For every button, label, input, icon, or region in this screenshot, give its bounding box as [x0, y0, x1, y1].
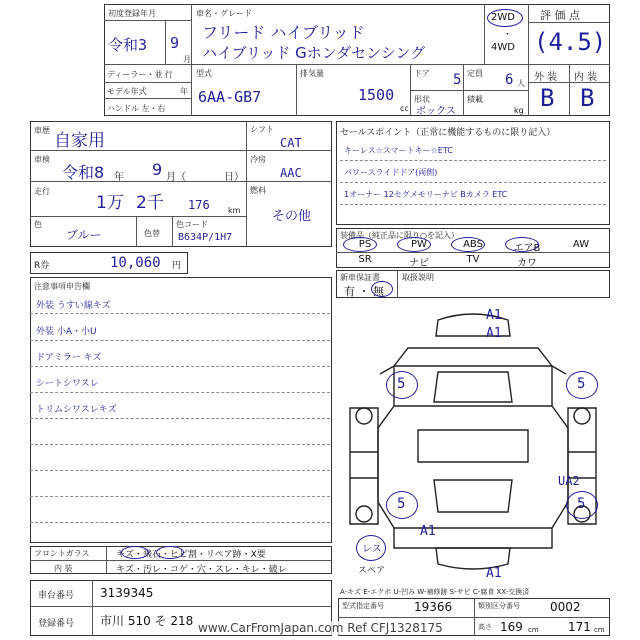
width-value: 171	[568, 620, 591, 634]
mark-right-front: 5	[577, 376, 586, 392]
eq-navi: ナビ	[409, 258, 429, 269]
equipment-row-2	[338, 254, 608, 269]
recycle-label: R券	[34, 261, 50, 271]
first-reg-month: 9	[170, 34, 180, 52]
usage-label: 車歴	[34, 126, 50, 135]
eq-abs: ABS	[463, 239, 483, 250]
height-unit: cm	[528, 626, 539, 634]
doors-label: ドア	[414, 69, 430, 78]
model-year-unit: 年	[180, 87, 188, 96]
ac: AAC	[280, 166, 302, 180]
model-code: 6AA-GB7	[198, 88, 262, 106]
first-reg-label: 初度登録年月	[108, 9, 156, 18]
displacement: 1500	[358, 86, 395, 104]
shape: ボックス	[416, 106, 456, 117]
sales-point-1: キーレス☆スマートキー☆ETC	[344, 146, 453, 155]
damage-legend: A-キズ E-エクボ U-凹み W-補修跡 S-サビ C-腐食 XX-交換済	[340, 588, 530, 596]
category-label: 類別区分番号	[478, 602, 520, 610]
inspection-era: 令和8	[62, 163, 105, 182]
eq-airbag: エアB	[513, 243, 541, 254]
color: ブルー	[66, 228, 102, 242]
spare-label: スペア	[358, 566, 386, 576]
glass-circle-2	[156, 546, 184, 559]
mileage-label: 走行	[34, 187, 50, 196]
mark-front-1: A1	[486, 308, 502, 323]
sales-point-3: 1オーナー 12セグメモリーナビ Bカメラ ETC	[344, 190, 508, 199]
recycle-unit: 円	[172, 261, 182, 271]
type-approval: 19366	[414, 600, 453, 614]
color-change-label: 色替	[144, 229, 160, 238]
exterior-grade: B	[540, 84, 555, 112]
recycle-box	[30, 252, 188, 274]
height-value: 169	[500, 620, 523, 634]
load-unit: kg	[514, 106, 524, 115]
car-name-label: 車名・グレード	[196, 9, 252, 18]
interior-cond-value: キズ・汚レ・コゲ・穴・スレ・キレ・破レ	[116, 565, 287, 575]
manual-label: 取扱説明	[402, 273, 434, 282]
model-year-label: モデル年式	[107, 87, 147, 96]
equipment-title: 装備品（純正品に限り○を記入）	[340, 231, 459, 240]
plate-number: 市川 510 そ 218	[100, 614, 194, 628]
shift: CAT	[280, 136, 302, 150]
displacement-label: 排気量	[300, 69, 324, 78]
recycle-amount: 10,060	[110, 255, 161, 271]
shift-label: シフト	[250, 125, 274, 134]
capacity: 6	[505, 72, 514, 88]
handle-label: ハンドル 左・右	[107, 104, 166, 113]
eq-abs-circle	[451, 237, 485, 252]
spare-tire: レス	[362, 544, 382, 555]
note-4: シートシワスレ	[36, 379, 99, 389]
fuel-label: 燃料	[250, 186, 266, 195]
eq-pw: PW	[411, 239, 427, 250]
grade: ハイブリッド Gホンダセンシング	[202, 44, 426, 62]
car-name: フリード ハイブリッド	[202, 23, 365, 42]
mileage-3: 176	[188, 198, 210, 212]
height-label: 高さ	[478, 623, 492, 631]
mark-rear-left: A1	[420, 524, 436, 539]
inspection-month-unit: 月（	[166, 172, 186, 183]
mileage-1: 1万	[96, 193, 124, 213]
glass-value: キズ・飛石・ヒビ割・リペア跡・X要	[116, 550, 266, 560]
eq-sr: SR	[358, 254, 372, 265]
shape-label: 形状	[414, 95, 430, 104]
doors: 5	[453, 72, 462, 88]
note-1: 外装 うすい線キズ	[36, 301, 111, 311]
glass-circle-1	[121, 546, 149, 559]
plate-label: 登録番号	[38, 619, 75, 629]
color-label: 色	[34, 220, 42, 229]
capacity-label: 定員	[467, 69, 483, 78]
eq-aw: AW	[572, 239, 590, 250]
eq-ps-circle	[343, 237, 377, 252]
eq-empty	[554, 254, 608, 269]
load-label: 積載	[467, 95, 483, 104]
note-5: トリムシワスレキズ	[36, 405, 117, 415]
eq-tv: TV	[466, 254, 480, 265]
sales-points-title: セールスポイント（正常に機能するものに限り記入）	[340, 128, 556, 138]
category: 0002	[550, 600, 581, 614]
color-code: B634P/1H7	[178, 232, 233, 243]
fuel: その他	[272, 209, 312, 224]
eq-ps: PS	[358, 239, 372, 250]
warranty-label: 新車保証書	[340, 273, 380, 282]
interior-label: 内 装	[574, 72, 598, 83]
eq-pw-circle	[397, 237, 431, 252]
mileage-unit: km	[228, 206, 241, 215]
mark-left-front: 5	[397, 376, 406, 392]
inspection-day-unit: 日）	[224, 172, 244, 183]
warranty-circle	[371, 281, 393, 297]
vehicle-number: 3139345	[100, 586, 154, 600]
eq-airbag-circle	[505, 237, 539, 252]
note-2: 外装 小A・小U	[36, 327, 97, 337]
mark-right-side: UA2	[558, 474, 580, 488]
inspection-label: 車検	[34, 155, 50, 164]
type-approval-label: 型式指定番号	[342, 602, 384, 610]
exterior-label: 外 装	[534, 72, 558, 83]
displacement-unit: cc	[400, 104, 409, 113]
dealer-label: ディーラー・並 行	[107, 70, 173, 79]
warranty-value: 有 ・ 無	[344, 285, 384, 298]
mileage-2: 2千	[136, 193, 164, 213]
note-3: ドアミラー キズ	[36, 353, 102, 363]
first-reg-era: 令和3	[108, 36, 148, 54]
score-value: (4.5)	[534, 28, 607, 56]
notes-title: 注意事項申告欄	[34, 282, 90, 291]
inspection-month: 9	[152, 160, 163, 179]
capacity-unit: 人	[517, 79, 525, 88]
drive-2wd: 2WD	[491, 12, 515, 23]
drive-4wd: 4WD	[491, 42, 515, 53]
first-reg-month-unit: 月	[183, 55, 191, 64]
width-unit: cm	[594, 626, 605, 634]
drive-dot: ・	[503, 30, 513, 40]
mark-right-rear: 5	[577, 496, 586, 512]
model-code-label: 型式	[196, 69, 212, 78]
glass-label: フロントガラス	[34, 549, 90, 558]
inspection-year-unit: 年	[114, 172, 124, 183]
eq-leather: カワ	[517, 258, 537, 269]
vehicle-number-label: 車台番号	[38, 591, 75, 601]
mark-front-2: A1	[486, 326, 502, 341]
sales-point-2: パワースライドドア(両側)	[344, 168, 438, 177]
mark-left-rear: 5	[397, 496, 406, 512]
color-code-label: 色コード	[176, 220, 208, 229]
mark-rear: A1	[486, 566, 502, 581]
interior-grade: B	[580, 84, 595, 112]
watermark-text: www.CarFromJapan.com Ref CFJ1328175	[198, 621, 443, 635]
score-label: 評 価 点	[540, 9, 580, 22]
usage: 自家用	[54, 131, 105, 151]
ac-label: 冷房	[250, 155, 266, 164]
interior-cond-label: 内 装	[54, 564, 73, 573]
